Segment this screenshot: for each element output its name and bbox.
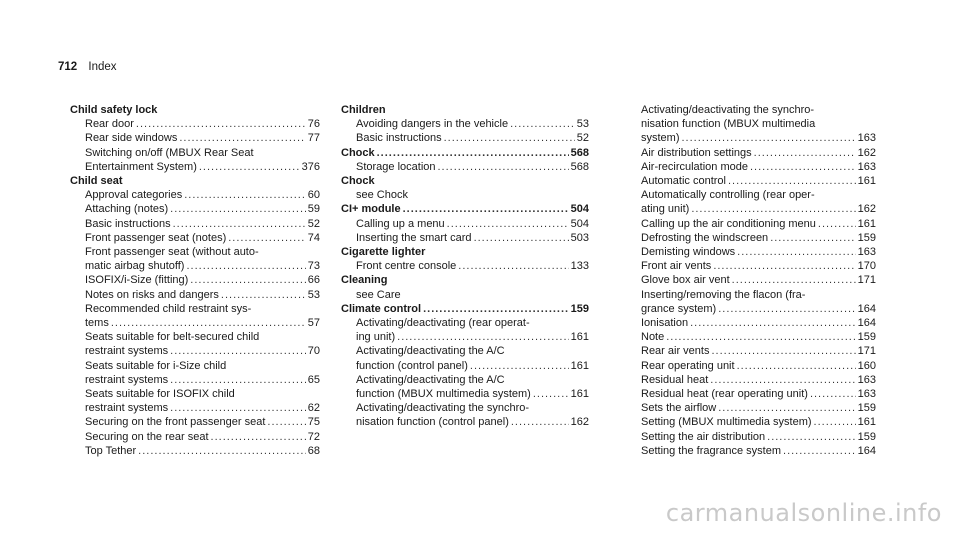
dot-leader: [138, 444, 306, 458]
page-ref: 161: [857, 416, 876, 429]
index-subentry: Seats suitable for i-Size child: [85, 359, 227, 372]
entry-text: Approval categories: [85, 189, 183, 202]
index-subentry: [70, 273, 320, 287]
entry-text: Chock: [341, 146, 375, 159]
index-subentry: Activating/deactivating (rear operat-: [356, 317, 530, 330]
entry-text: Entertainment System): [85, 160, 197, 173]
page-ref: 164: [857, 444, 876, 457]
dot-leader: [377, 146, 569, 160]
index-subentry: [626, 359, 876, 373]
index-subentry: [626, 273, 876, 287]
entry-text: ating unit): [641, 203, 690, 216]
dot-leader: [170, 202, 306, 216]
index-subentry: Activating/deactivating the synchro-: [356, 402, 530, 415]
page-ref: 504: [570, 217, 589, 230]
index-subentry: Switching on/off (MBUX Rear Seat: [85, 146, 254, 159]
dot-leader: [179, 131, 305, 145]
entry-text: Automatic control: [641, 175, 726, 188]
index-subentry: [626, 174, 876, 188]
entry-text: Attaching (notes): [85, 203, 169, 216]
page-ref: 163: [857, 246, 876, 259]
entry-text: Air-recirculation mode: [641, 160, 748, 173]
dot-leader: [170, 344, 306, 358]
index-subentry: [341, 330, 589, 344]
index-heading: Cigarette lighter: [341, 246, 426, 259]
index-subentry: [626, 202, 876, 216]
page-ref: 504: [570, 203, 589, 216]
dot-leader: [438, 160, 569, 174]
index-subentry: [626, 231, 876, 245]
entry-text: Defrosting the windscreen: [641, 231, 769, 244]
page-ref: 159: [857, 402, 876, 415]
dot-leader: [682, 131, 856, 145]
entry-text: Glove box air vent: [641, 274, 730, 287]
index-heading: Child seat: [70, 175, 123, 188]
entry-text: Calling up a menu: [356, 217, 445, 230]
dot-leader: [770, 231, 855, 245]
index-subentry: [70, 202, 320, 216]
dot-leader: [397, 330, 569, 344]
dot-leader: [666, 330, 855, 344]
entry-text: restraint systems: [85, 402, 169, 415]
page-ref: 170: [857, 260, 876, 273]
entry-text: matic airbag shutoff): [85, 260, 185, 273]
index-subentry: [70, 117, 320, 131]
dot-leader: [423, 302, 569, 316]
section-title: Index: [88, 61, 117, 73]
entry-text: Basic instructions: [85, 217, 171, 230]
page-ref: 160: [857, 359, 876, 372]
dot-leader: [199, 160, 300, 174]
entry-text: system): [641, 132, 680, 145]
dot-leader: [447, 217, 569, 231]
entry-text: Front passenger seat (notes): [85, 231, 227, 244]
index-column-3: [626, 103, 876, 458]
page-ref: 159: [857, 231, 876, 244]
dot-leader: [511, 415, 569, 429]
dot-leader: [711, 344, 855, 358]
entry-text: restraint systems: [85, 373, 169, 386]
page-ref: 159: [857, 331, 876, 344]
entry-text: Setting (MBUX multimedia system): [641, 416, 812, 429]
page-ref: 161: [570, 331, 589, 344]
index-subentry: [70, 316, 320, 330]
index-subentry: [70, 259, 320, 273]
index-subentry: [70, 217, 320, 231]
index-heading: [341, 202, 589, 216]
page-ref: 163: [857, 132, 876, 145]
page-ref: 568: [570, 146, 589, 159]
entry-text: restraint systems: [85, 345, 169, 358]
dot-leader: [533, 387, 569, 401]
index-subentry: [341, 117, 589, 131]
index-subentry: [626, 373, 876, 387]
entry-text: Residual heat (rear operating unit): [641, 388, 808, 401]
page-ref: 159: [570, 302, 589, 315]
page-ref: 163: [857, 160, 876, 173]
dot-leader: [728, 174, 856, 188]
entry-text: Storage location: [356, 160, 436, 173]
entry-text: grance system): [641, 302, 717, 315]
page-ref: 53: [307, 288, 320, 301]
page-header: [58, 61, 117, 73]
index-subentry: [626, 387, 876, 401]
index-subentry: [70, 444, 320, 458]
entry-text: Sets the airflow: [641, 402, 717, 415]
dot-leader: [170, 373, 306, 387]
page-ref: 171: [857, 345, 876, 358]
page-ref: 60: [307, 189, 320, 202]
dot-leader: [136, 117, 306, 131]
index-subentry: [626, 245, 876, 259]
page-ref: 162: [857, 203, 876, 216]
page-ref: 161: [857, 217, 876, 230]
index-subentry: [341, 359, 589, 373]
index-subentry: [626, 259, 876, 273]
entry-text: Setting the fragrance system: [641, 444, 782, 457]
entry-text: tems: [85, 317, 109, 330]
index-subentry: [341, 131, 589, 145]
index-subentry: Activating/deactivating the A/C: [356, 345, 505, 358]
index-subentry: [70, 401, 320, 415]
page-ref: 76: [307, 118, 320, 131]
index-subentry: Seats suitable for ISOFIX child: [85, 388, 235, 401]
index-heading: [341, 302, 589, 316]
dot-leader: [750, 160, 856, 174]
index-subentry: [341, 160, 589, 174]
dot-leader: [510, 117, 575, 131]
dot-leader: [170, 401, 306, 415]
entry-text: Top Tether: [85, 444, 137, 457]
entry-text: Setting the air distribution: [641, 430, 766, 443]
dot-leader: [444, 131, 575, 145]
index-subentry: Recommended child restraint sys-: [85, 302, 252, 315]
entry-text: Rear operating unit: [641, 359, 735, 372]
index-heading: Chock: [341, 175, 375, 188]
page-ref: 66: [307, 274, 320, 287]
index-subentry: Automatically controlling (rear oper-: [641, 189, 815, 202]
index-subentry: [626, 146, 876, 160]
entry-text: Basic instructions: [356, 132, 442, 145]
entry-text: Front air vents: [641, 260, 712, 273]
entry-text: Residual heat: [641, 373, 709, 386]
index-subentry: [626, 160, 876, 174]
dot-leader: [228, 231, 306, 245]
page-ref: 162: [857, 146, 876, 159]
dot-leader: [718, 401, 855, 415]
dot-leader: [737, 359, 856, 373]
index-subentry: [626, 316, 876, 330]
index-subentry: see Chock: [356, 189, 408, 202]
page-ref: 65: [307, 373, 320, 386]
entry-text: ISOFIX/i-Size (fitting): [85, 274, 189, 287]
page-ref: 75: [307, 416, 320, 429]
index-subentry: Activating/deactivating the synchro-: [641, 104, 815, 116]
page-ref: 74: [307, 231, 320, 244]
entry-text: Avoiding dangers in the vehicle: [356, 118, 509, 131]
page-ref: 171: [857, 274, 876, 287]
dot-leader: [173, 217, 306, 231]
index-subentry: [70, 415, 320, 429]
page-ref: 52: [307, 217, 320, 230]
index-subentry: Inserting/removing the flacon (fra-: [641, 288, 806, 301]
index-heading: Children: [341, 104, 386, 116]
dot-leader: [718, 302, 855, 316]
index-subentry: [341, 259, 589, 273]
entry-text: function (control panel): [356, 359, 468, 372]
page-ref: 159: [857, 430, 876, 443]
entry-text: Calling up the air conditioning menu: [641, 217, 816, 230]
dot-leader: [186, 259, 305, 273]
index-subentry: [626, 131, 876, 145]
dot-leader: [737, 245, 855, 259]
page-ref: 57: [307, 317, 320, 330]
dot-leader: [470, 359, 569, 373]
index-subentry: [626, 330, 876, 344]
page-ref: 161: [570, 359, 589, 372]
index-heading: Cleaning: [341, 274, 388, 287]
entry-text: Climate control: [341, 302, 422, 315]
page-ref: 376: [301, 160, 320, 173]
index-heading: Child safety lock: [70, 104, 158, 116]
index-subentry: Front passenger seat (without auto-: [85, 246, 259, 259]
dot-leader: [713, 259, 855, 273]
page-ref: 52: [576, 132, 589, 145]
dot-leader: [810, 387, 856, 401]
page-ref: 73: [307, 260, 320, 273]
index-subentry: Seats suitable for belt-secured child: [85, 331, 260, 344]
watermark: carmanualsonline.info: [665, 499, 942, 527]
page-ref: 62: [307, 402, 320, 415]
index-subentry: [70, 344, 320, 358]
index-subentry: [626, 415, 876, 429]
page-ref: 163: [857, 388, 876, 401]
index-subentry: [341, 231, 589, 245]
dot-leader: [814, 415, 856, 429]
entry-text: Ionisation: [641, 317, 689, 330]
page-ref: 162: [570, 416, 589, 429]
entry-text: Rear air vents: [641, 345, 710, 358]
entry-text: Notes on risks and dangers: [85, 288, 219, 301]
page-ref: 163: [857, 373, 876, 386]
dot-leader: [184, 188, 306, 202]
index-subentry: [341, 217, 589, 231]
page-ref: 77: [307, 132, 320, 145]
page-ref: 133: [570, 260, 589, 273]
page-ref: 568: [570, 160, 589, 173]
page-ref: 161: [857, 175, 876, 188]
entry-text: function (MBUX multimedia system): [356, 388, 531, 401]
index-subentry: [626, 217, 876, 231]
entry-text: Securing on the front passenger seat: [85, 416, 266, 429]
entry-text: Air distribution settings: [641, 146, 752, 159]
dot-leader: [221, 288, 306, 302]
page-number: 712: [58, 61, 78, 73]
index-subentry: [626, 401, 876, 415]
dot-leader: [474, 231, 569, 245]
page-ref: 70: [307, 345, 320, 358]
index-column-2: [341, 103, 589, 430]
index-subentry: [341, 415, 589, 429]
page-ref: 503: [570, 231, 589, 244]
index-subentry: [70, 131, 320, 145]
index-column-1: [70, 103, 320, 458]
dot-leader: [710, 373, 855, 387]
entry-text: Front centre console: [356, 260, 457, 273]
dot-leader: [458, 259, 568, 273]
index-heading: [341, 146, 589, 160]
index-subentry: [70, 160, 320, 174]
entry-text: Rear side windows: [85, 132, 178, 145]
page-ref: 161: [570, 388, 589, 401]
index-subentry: [70, 288, 320, 302]
dot-leader: [690, 316, 856, 330]
dot-leader: [190, 273, 305, 287]
entry-text: Note: [641, 331, 665, 344]
index-subentry: [70, 231, 320, 245]
page-ref: 59: [307, 203, 320, 216]
dot-leader: [754, 146, 856, 160]
index-subentry: see Care: [356, 288, 401, 301]
entry-text: Inserting the smart card: [356, 231, 472, 244]
dot-leader: [403, 202, 569, 216]
index-subentry: [70, 188, 320, 202]
entry-text: nisation function (control panel): [356, 416, 509, 429]
index-subentry: [626, 444, 876, 458]
entry-text: CI+ module: [341, 203, 401, 216]
dot-leader: [211, 430, 306, 444]
page-ref: 72: [307, 430, 320, 443]
dot-leader: [732, 273, 856, 287]
dot-leader: [783, 444, 856, 458]
page-ref: 164: [857, 302, 876, 315]
dot-leader: [767, 430, 856, 444]
page-ref: 164: [857, 317, 876, 330]
entry-text: Rear door: [85, 118, 134, 131]
index-subentry: [70, 430, 320, 444]
index-subentry: [341, 387, 589, 401]
index-subentry: [626, 430, 876, 444]
dot-leader: [691, 202, 855, 216]
index-subentry: [70, 373, 320, 387]
page-ref: 68: [307, 444, 320, 457]
entry-text: ing unit): [356, 331, 396, 344]
index-subentry: [626, 344, 876, 358]
page-ref: 53: [576, 118, 589, 131]
entry-text: Demisting windows: [641, 246, 736, 259]
index-subentry: nisation function (MBUX multimedia: [641, 118, 816, 131]
index-subentry: [626, 302, 876, 316]
dot-leader: [818, 217, 856, 231]
index-subentry: Activating/deactivating the A/C: [356, 373, 505, 386]
dot-leader: [267, 415, 305, 429]
entry-text: Securing on the rear seat: [85, 430, 209, 443]
dot-leader: [111, 316, 306, 330]
